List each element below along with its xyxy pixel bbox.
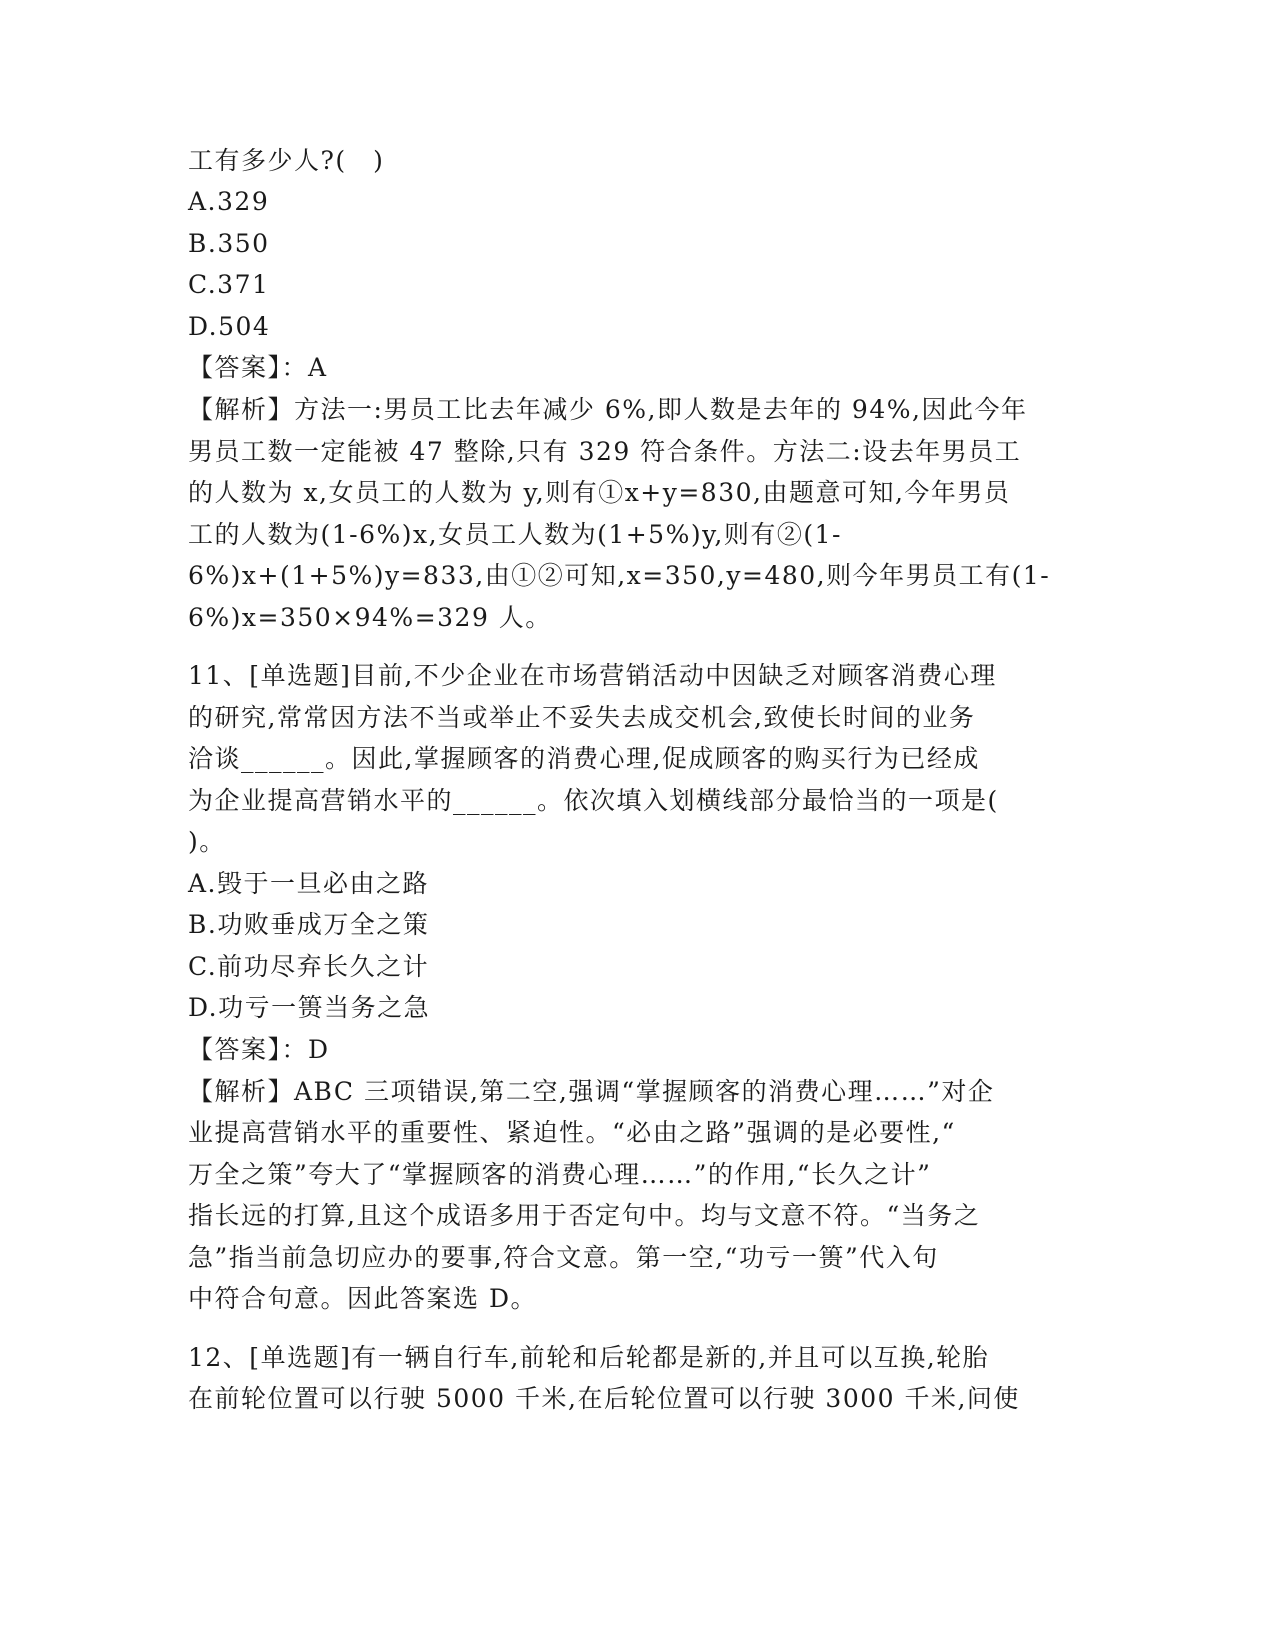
- q11-option-a: A.毁于一旦必由之路: [188, 869, 430, 898]
- q11-stem-line: 洽谈______。因此,掌握顾客的消费心理,促成顾客的购买行为已经成: [188, 744, 980, 773]
- q11-stem-line: 11、[单选题]目前,不少企业在市场营销活动中因缺乏对顾客消费心理: [188, 661, 997, 690]
- q10-option-c: C.371: [188, 270, 270, 299]
- q11-option-d: D.功亏一篑当务之急: [188, 993, 431, 1022]
- q10-analysis-line: 的人数为 x,女员工的人数为 y,则有①x+y=830,由题意可知,今年男员: [188, 478, 1011, 507]
- q11-analysis-line: 指长远的打算,且这个成语多用于否定句中。均与文意不符。“当务之: [188, 1201, 981, 1230]
- q11-option-b: B.功败垂成万全之策: [188, 910, 430, 939]
- q10-analysis-line: 6%)x+(1+5%)y=833,由①②可知,x=350,y=480,则今年男员工有(1-: [188, 561, 1051, 590]
- q11-stem-line: 的研究,常常因方法不当或举止不妥失去成交机会,致使长时间的业务: [188, 703, 976, 732]
- q10-analysis-line: 【解析】方法一:男员工比去年减少 6%,即人数是去年的 94%,因此今年: [188, 395, 1028, 424]
- q10-analysis-line: 男员工数一定能被 47 整除,只有 329 符合条件。方法二:设去年男员工: [188, 437, 1022, 466]
- q10-analysis-line: 6%)x=350×94%=329 人。: [188, 603, 552, 632]
- q11-analysis-line: 万全之策”夸大了“掌握顾客的消费心理……”的作用,“长久之计”: [188, 1160, 932, 1189]
- q11-stem-line: 为企业提高营销水平的______。依次填入划横线部分最恰当的一项是(: [188, 786, 999, 815]
- q11-analysis-line: 业提高营销水平的重要性、紧迫性。“必由之路”强调的是必要性,“: [188, 1118, 956, 1147]
- q10-option-b: B.350: [188, 229, 270, 258]
- q11-answer: 【答案】：D: [188, 1035, 330, 1064]
- q12-stem-line: 在前轮位置可以行驶 5000 千米,在后轮位置可以行驶 3000 千米,问使: [188, 1384, 1020, 1413]
- q11-analysis-line: 中符合句意。因此答案选 D。: [188, 1284, 537, 1313]
- q11-option-c: C.前功尽弃长久之计: [188, 952, 430, 981]
- q10-stem-tail: 工有多少人?( ): [188, 146, 385, 175]
- q10-option-a: A.329: [188, 187, 270, 216]
- q10-answer: 【答案】：A: [188, 353, 328, 382]
- q12-stem-line: 12、[单选题]有一辆自行车,前轮和后轮都是新的,并且可以互换,轮胎: [188, 1343, 990, 1372]
- q11-analysis-line: 急”指当前急切应办的要事,符合文意。第一空,“功亏一篑”代入句: [188, 1243, 939, 1272]
- q10-analysis-line: 工的人数为(1-6%)x,女员工人数为(1+5%)y,则有②(1-: [188, 520, 842, 549]
- q11-stem-line: )。: [188, 827, 226, 856]
- q10-option-d: D.504: [188, 312, 271, 341]
- q11-analysis-line: 【解析】ABC 三项错误,第二空,强调“掌握顾客的消费心理……”对企: [188, 1077, 995, 1106]
